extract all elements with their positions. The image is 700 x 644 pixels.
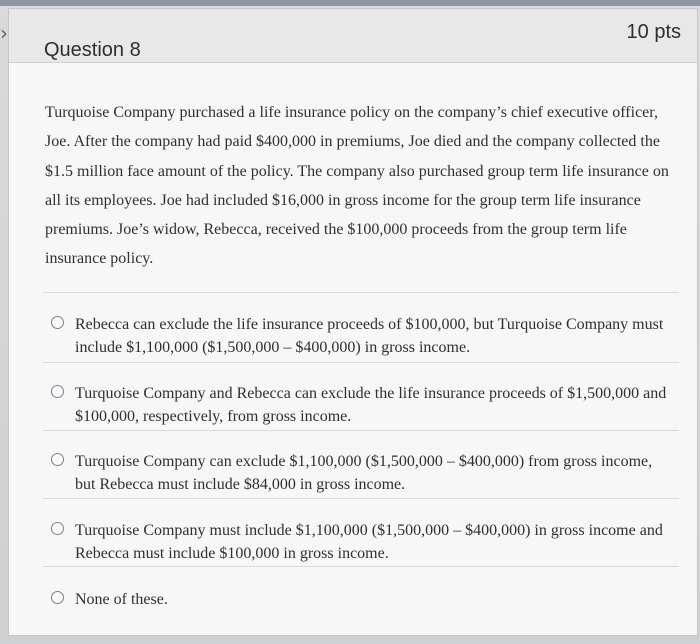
radio-button[interactable]: [51, 316, 64, 329]
answer-options: [43, 292, 679, 638]
answer-label: Turquoise Company must include $1,100,000 ($1,500,000 – $400,000) in gross income and Rebecca must include $100,000 in gross income.: [75, 522, 663, 562]
radio-button[interactable]: [51, 453, 64, 466]
points-value: 10 pts: [626, 21, 681, 43]
question-card: [8, 8, 698, 636]
radio-button[interactable]: [51, 522, 64, 535]
answer-label: Turquoise Company can exclude $1,100,000 ($1,500,000 – $400,000) from gross income, but Rebecca must include $84,000 in gross income.: [75, 453, 653, 493]
answer-label: Rebecca can exclude the life insurance proceeds of $100,000, but Turquoise Company must include $1,100,000 ($1,500,000 – $400,000) in gross income.: [75, 316, 664, 356]
answer-option[interactable]: [43, 292, 679, 362]
radio-button[interactable]: [51, 385, 64, 398]
answer-label: None of these.: [75, 591, 168, 608]
question-title: Question 8: [44, 38, 141, 61]
answer-option[interactable]: [43, 430, 679, 498]
answer-option[interactable]: [43, 566, 679, 638]
question-text: Turquoise Company purchased a life insurance policy on the company’s chief executive officer, Joe. After the company had paid $400,000 in premiums, Joe died and the company collected the $1.5 million face amount of the policy. The company also purchased group term life insurance on all its employees. Joe had included $16,000 in gross income for the group term life insurance premiums. Joe’s widow, Rebecca, received the $100,000 proceeds from the group term life insurance policy.: [45, 104, 669, 268]
chevron-right-icon[interactable]: ›: [0, 21, 8, 45]
answer-option[interactable]: [43, 362, 679, 430]
question-header: [9, 9, 697, 63]
radio-button[interactable]: [51, 591, 64, 604]
answer-label: Turquoise Company and Rebecca can exclude the life insurance proceeds of $1,500,000 and $100,000, respectively, from gross income.: [75, 385, 667, 425]
answer-option[interactable]: [43, 498, 679, 566]
top-strip: [0, 0, 700, 6]
